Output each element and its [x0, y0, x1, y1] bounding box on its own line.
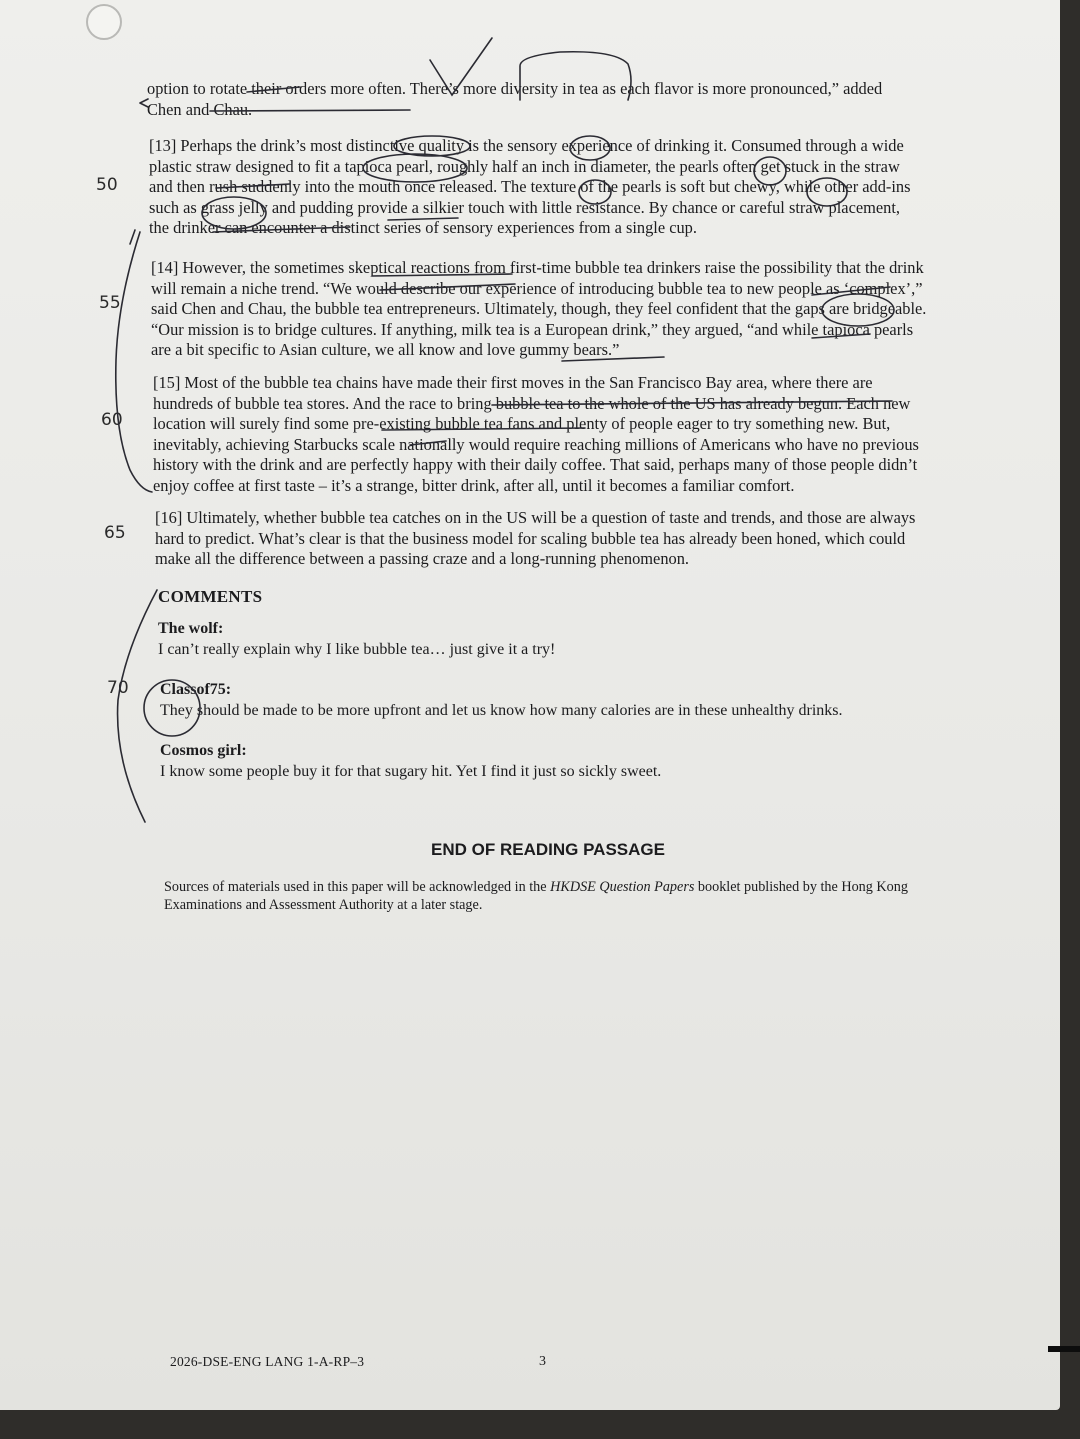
text-line: said Chen and Chau, the bubble tea entrepreneurs. Ultimately, though, they feel confident that the gaps are bridgeable. [151, 299, 927, 319]
end-of-passage-heading: END OF READING PASSAGE [431, 840, 665, 859]
comment-text: I know some people buy it for that sugary hit. Yet I find it just so sickly sweet. [160, 763, 662, 780]
text-line: enjoy coffee at first taste – it’s a strange, bitter drink, after all, until it becomes a familiar comfort. [153, 475, 795, 495]
sources-note [164, 878, 974, 914]
text-line: history with the drink and are perfectly happy with their daily coffee. That said, perhaps many of those people didn’t [153, 455, 918, 475]
text-line: make all the difference between a passing craze and a long-running phenomenon. [155, 549, 689, 569]
text-line: inevitably, achieving Starbucks scale nationally would require reaching millions of Americans who have no previous [153, 434, 919, 454]
line-number-55: 55 [99, 293, 121, 313]
line-number-65: 65 [104, 523, 126, 543]
text-line: Chen and Chau. [147, 99, 253, 119]
comment-text: I can’t really explain why I like bubble tea… just give it a try! [158, 641, 556, 658]
page-number: 3 [539, 1354, 546, 1369]
text-line: location will surely find some pre-existing bubble tea fans and plenty of people eager to try something new. But, [153, 414, 891, 434]
comment-cosmos-girl [160, 740, 661, 782]
text-line: the drinker can encounter a distinct series of sensory experiences from a single cup. [149, 218, 697, 238]
text-line: “Our mission is to bridge cultures. If anything, milk tea is a European drink,” they argued, “and while tapioca pearls [151, 319, 914, 339]
line-number-50: 50 [96, 175, 118, 195]
text-line: [15] Most of the bubble tea chains have made their first moves in the San Francisco Bay area, where there are [153, 373, 873, 392]
comment-author: Cosmos girl: [160, 742, 247, 759]
paragraph-15 [153, 373, 993, 497]
text-line: option to rotate their orders more often. There’s more diversity in tea as each flavor is more pronounced,” added [147, 79, 883, 98]
text-line: hundreds of bubble tea stores. And the race to bring bubble tea to the whole of the US has already begun. Each new [153, 393, 911, 413]
sources-text-end: booklet published by the Hong Kong Examinations and Assessment Authority at a later stage. [164, 879, 908, 913]
comment-wolf [158, 618, 555, 660]
paragraph-12-ending [147, 79, 1005, 120]
text-line: will remain a niche trend. “We would describe our experience of introducing bubble tea to new people as ‘complex’,” [151, 278, 923, 298]
comment-classof75 [160, 679, 843, 721]
text-line: [14] However, the sometimes skeptical reactions from first-time bubble tea drinkers raise the possibility that the drink [151, 258, 924, 277]
text-line: [16] Ultimately, whether bubble tea catches on in the US will be a question of taste and trends, and those are always [155, 508, 916, 527]
comments-heading: COMMENTS [158, 587, 263, 606]
edge-shadow-mark [1048, 1346, 1080, 1352]
paragraph-16 [155, 508, 989, 570]
line-number-60: 60 [101, 410, 123, 430]
text-line: hard to predict. What’s clear is that the business model for scaling bubble tea has already been honed, which could [155, 528, 906, 548]
text-line: and then rush suddenly into the mouth once released. The texture of the pearls is soft but chewy, while other add-ins [149, 177, 911, 197]
comment-author: The wolf: [158, 620, 224, 637]
comment-text: They should be made to be more upfront and let us know how many calories are in these unhealthy drinks. [160, 702, 843, 719]
text-line: are a bit specific to Asian culture, we all know and love gummy bears.” [151, 340, 620, 360]
line-number-70: 70 [107, 678, 129, 698]
text-line: plastic straw designed to fit a tapioca pearl, roughly half an inch in diameter, the pearls often get stuck in the straw [149, 156, 900, 176]
punch-hole [86, 4, 122, 40]
text-line: [13] Perhaps the drink’s most distinctive quality is the sensory experience of drinking it. Consumed through a wide [149, 136, 904, 155]
sources-booklet-title: HKDSE Question Papers [550, 879, 695, 895]
paper-code: 2026-DSE-ENG LANG 1-A-RP–3 [170, 1354, 365, 1369]
text-line: such as grass jelly and pudding provide a silkier touch with little resistance. By chance or careful straw placement, [149, 197, 900, 217]
paragraph-14 [151, 258, 997, 361]
paragraph-13 [149, 136, 1001, 239]
comment-author: Classof75: [160, 681, 232, 698]
sources-text: Sources of materials used in this paper will be acknowledged in the [164, 879, 551, 895]
